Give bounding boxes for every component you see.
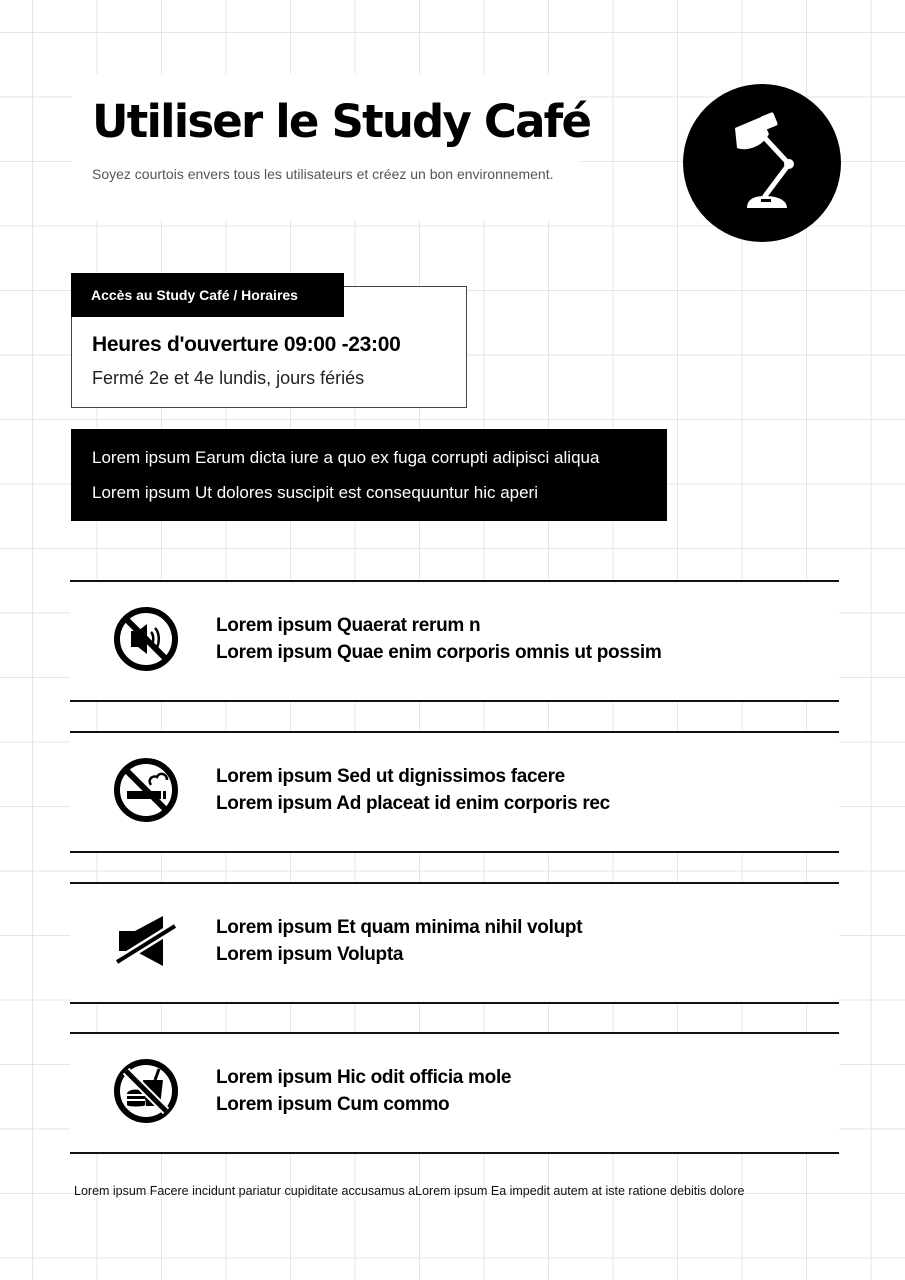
desk-lamp-icon — [683, 84, 841, 242]
page-subtitle: Soyez courtois envers tous les utilisateurs et créez un bon environnement. — [92, 166, 554, 182]
rule-row-3 — [70, 882, 839, 1004]
closed-days: Fermé 2e et 4e lundis, jours fériés — [92, 368, 365, 388]
rule-row-2 — [70, 731, 839, 853]
lamp-badge — [683, 84, 841, 242]
footer-text: Lorem ipsum Facere incidunt pariatur cupiditate accusamus aLorem ipsum Ea impedit autem at iste ratione debitis dolore — [74, 1184, 745, 1198]
hours-tab-label: Accès au Study Café / Horaires — [71, 273, 344, 317]
no-speaker-icon — [113, 606, 179, 672]
rule-row-4 — [70, 1032, 839, 1154]
rule-text-2a: Lorem ipsum Sed ut dignissimos facere — [216, 766, 565, 787]
rule-row-1 — [70, 580, 839, 702]
mute-icon — [113, 908, 179, 974]
page-title: Utiliser le Study Café — [92, 95, 591, 148]
rule-text-3a: Lorem ipsum Et quam minima nihil volupt — [216, 917, 583, 938]
opening-hours: Heures d'ouverture 09:00 -23:00 — [92, 333, 401, 356]
rule-text-4a: Lorem ipsum Hic odit officia mole — [216, 1067, 512, 1088]
rule-text-2b: Lorem ipsum Ad placeat id enim corporis rec — [216, 793, 610, 814]
title-block — [72, 74, 591, 220]
rule-text-4b: Lorem ipsum Cum commo — [216, 1094, 450, 1115]
info-line-1: Lorem ipsum Earum dicta iure a quo ex fuga corrupti adipisci aliqua — [92, 448, 600, 467]
no-food-icon — [113, 1058, 179, 1124]
info-line-2: Lorem ipsum Ut dolores suscipit est consequuntur hic aperi — [92, 483, 538, 502]
no-smoking-icon — [113, 757, 179, 823]
info-box — [71, 429, 667, 521]
rule-text-3b: Lorem ipsum Volupta — [216, 944, 404, 965]
rule-text-1b: Lorem ipsum Quae enim corporis omnis ut possim — [216, 642, 662, 663]
rule-text-1a: Lorem ipsum Quaerat rerum n — [216, 615, 481, 636]
